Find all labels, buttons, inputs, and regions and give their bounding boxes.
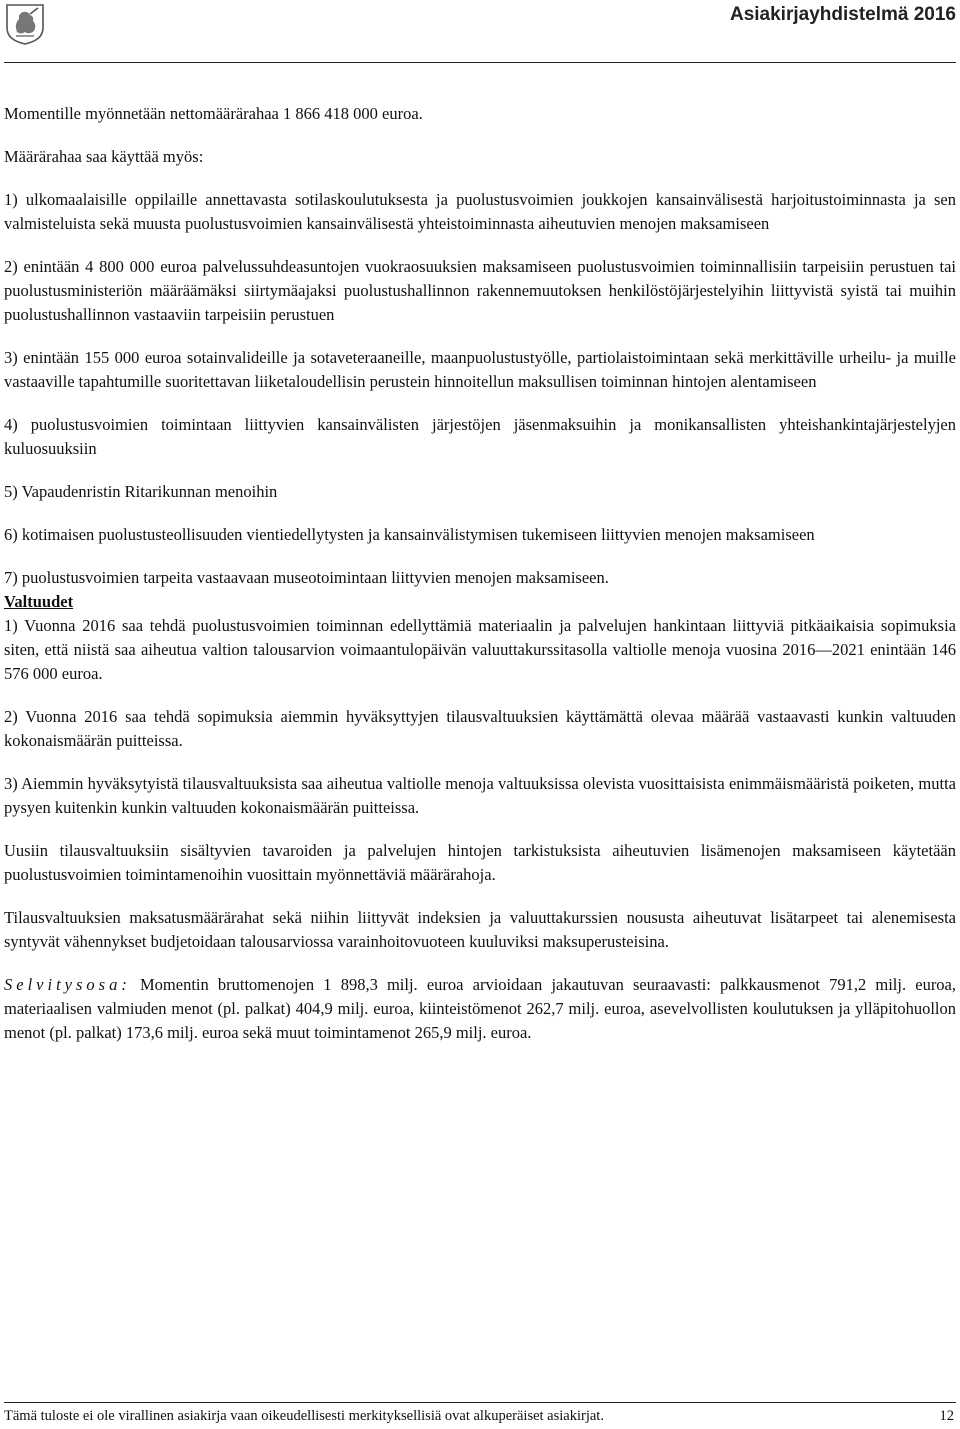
lion-emblem-logo [4, 2, 46, 46]
footer-divider [4, 1402, 956, 1403]
usage-item-7: 7) puolustusvoimien tarpeita vastaavaan museotoimintaan liittyvien menojen maksamiseen. [4, 568, 609, 587]
header-divider [4, 62, 956, 63]
authorization-paragraph-5: Tilausvaltuuksien maksatusmäärärahat sekä niihin liittyvät indeksien ja valuuttakurssien noususta aiheutuvat lisätarpeet tai alenemisesta syntyvät vähennykset budjetoidaan talousarviossa varainhoitovuoteen kuuluviksi maksuperusteisina. [4, 908, 956, 951]
authorization-item-3: 3) Aiemmin hyväksytyistä tilausvaltuuksista saa aiheutua valtiolle menoja valtuuksissa olevista vuosittaisista enimmäismääristä poiketen, mutta pysyen kuitenkin kunkin valtuuden kokonaismäärän puitteissa. [4, 774, 956, 817]
footer-disclaimer: Tämä tuloste ei ole virallinen asiakirja vaan oikeudellisesti merkityksellisiä ovat alkuperäiset asiakirjat. [4, 1408, 604, 1424]
usage-item-1: 1) ulkomaalaisille oppilaille annettavasta sotilaskoulutuksesta ja puolustusvoimien joukkojen kansainvälisestä harjoitustoiminnasta ja sen valmisteluista sekä muusta puolustusvoimien kansainvälisestä yhteistoiminnasta aiheutuvien menojen maksamiseen [4, 190, 956, 233]
usage-intro: Määrärahaa saa käyttää myös: [4, 147, 204, 166]
document-body [4, 102, 956, 1064]
authorization-item-1: 1) Vuonna 2016 saa tehdä puolustusvoimien toiminnan edellyttämiä materiaalin ja palvelujen hankintaan liittyviä pitkäaikaisia sopimuksia siten, että niistä saa aiheutua valtion talousarvion voimaantulopäivän valuuttakurssitasolla valtiolle menoja vuosina 2016—2021 enintään 146 576 000 euroa. [4, 616, 956, 683]
appropriation-paragraph: Momentille myönnetään nettomäärärahaa 1 866 418 000 euroa. [4, 104, 423, 123]
explanation-text: Momentin bruttomenojen 1 898,3 milj. euroa arvioidaan jakautuvan seuraavasti: palkkausmenot 791,2 milj. euroa, materiaalisen valmiuden menot (pl. palkat) 404,9 milj. euroa, kiinteistömenot 262,7 milj. euroa, asevelvollisten koulutuksen ja ylläpitohuollon menot (pl. palkat) 173,6 milj. euroa sekä muut toimintamenot 265,9 milj. euroa. [4, 975, 957, 1042]
document-title: Asiakirjayhdistelmä 2016 [729, 4, 956, 25]
authorization-paragraph-4: Uusiin tilausvaltuuksiin sisältyvien tavaroiden ja palvelujen hintojen tarkistuksista aiheutuvien lisämenojen maksamiseen käytetään puolustusvoimien toimintamenoihin vuosittain myönnettäviä määrärahoja. [4, 841, 956, 884]
page-number: 12 [939, 1408, 954, 1424]
usage-item-5: 5) Vapaudenristin Ritarikunnan menoihin [4, 482, 278, 501]
explanation-label: Selvitysosa: [4, 975, 131, 994]
usage-item-4: 4) puolustusvoimien toimintaan liittyvien kansainvälisten järjestöjen jäsenmaksuihin ja monikansallisten yhteishankintajärjestelyjen kuluosuuksiin [4, 415, 956, 458]
explanation-paragraph [4, 973, 956, 1045]
authorization-item-2: 2) Vuonna 2016 saa tehdä sopimuksia aiemmin hyväksyttyjen tilausvaltuuksien käyttämättä olevaa määrää vastaavasti kunkin valtuuden kokonaismäärän puitteissa. [4, 707, 956, 750]
usage-item-3: 3) enintään 155 000 euroa sotainvalideille ja sotaveteraaneille, maanpuolustustyölle, partiolaistoimintaan sekä merkittäville urheilu- ja muille vastaaville tapahtumille suoritettavan liiketaloudellisin perustein hinnoitellun maksullisen toiminnan hintojen alentamiseen [4, 348, 956, 391]
usage-item-6: 6) kotimaisen puolustusteollisuuden vientiedellytysten ja kansainvälistymisen tukemiseen liittyvien menojen maksamiseen [4, 525, 815, 544]
usage-item-2: 2) enintään 4 800 000 euroa palvelussuhdeasuntojen vuokraosuuksien maksamiseen puolustusvoimien toiminnallisiin tarpeisiin perustuen tai puolustusministeriön määräämäksi siirtymäajaksi puolustushallinnon rakennemuutoksen henkilöstöjärjestelyihin liittyvistä syistä tai muihin puolustushallinnon vastaaviin tarpeisiin perustuen [4, 257, 956, 324]
section-heading-valtuudet: Valtuudet [4, 592, 74, 611]
